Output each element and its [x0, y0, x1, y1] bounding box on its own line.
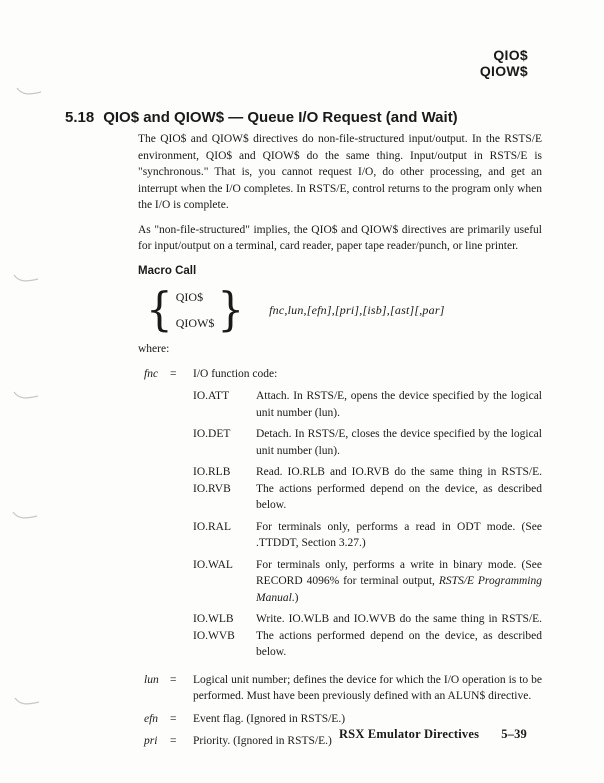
macro-call-label: Macro Call — [138, 264, 197, 277]
description-text: For terminals only, performs a write in binary mode. (See RECORD 4096% for terminal output, — [256, 558, 542, 587]
equals-sign: = — [170, 735, 177, 747]
io-code-description: Detach. In RSTS/E, closes the device specified by the logical unit number (lun). — [256, 428, 542, 457]
io-code-column — [193, 557, 256, 607]
io-code: IO.RLB — [193, 466, 231, 478]
io-code-column — [193, 388, 256, 421]
description-text: .) — [291, 591, 299, 604]
margin-mark — [13, 390, 39, 400]
term-efn-name — [144, 711, 193, 728]
macro-option-qio: QIO$ — [175, 290, 204, 304]
term-fnc-definition — [193, 366, 542, 666]
manual-title-italic: RSTS/E Programming Manual — [256, 575, 542, 604]
term-definition-text: Logical unit number; defines the device for which the I/O operation is to be performed. Must have been previously defined with an ALUN$ directive. — [193, 673, 542, 702]
section-number: 5.18 — [65, 109, 95, 126]
macro-options — [176, 289, 215, 331]
io-code: IO.RAL — [193, 520, 232, 533]
fnc-definition-intro: I/O function code: — [193, 367, 278, 380]
running-head-line2: QIOW$ — [479, 63, 528, 79]
io-code: IO.DET — [193, 428, 231, 440]
io-code-entry-att — [193, 388, 542, 421]
io-code-description: Attach. In RSTS/E, opens the device specified by the logical unit number (lun). — [256, 390, 542, 419]
io-code-column — [193, 611, 256, 661]
paragraph-intro-2: As "non-file-structured" implies, the QIO$ and QIOW$ directives are primarily useful for input/output on a terminal, card reader, paper tape reader/punch, or line printer. — [138, 223, 542, 252]
term-lun-name — [144, 672, 193, 705]
term-pri-name — [144, 733, 193, 750]
io-code-description: Write. IO.WLB and IO.WVB do the same thing in RSTS/E. The actions performed depend on the device, as described below. — [256, 613, 542, 658]
io-code: IO.RVB — [193, 482, 231, 495]
io-code-entry-wlb-wvb — [193, 611, 542, 661]
margin-mark — [13, 273, 39, 283]
term-efn — [144, 711, 542, 728]
io-code: IO.WLB — [193, 613, 234, 625]
term-definition-text: Event flag. (Ignored in RSTS/E.) — [193, 712, 346, 725]
macro-option-qiow: QIOW$ — [175, 315, 215, 330]
io-code-column — [193, 464, 256, 514]
io-code-column — [193, 426, 256, 459]
running-head-line1: QIO$ — [493, 47, 528, 63]
term-name-italic: efn — [144, 712, 159, 725]
io-code-description — [256, 557, 542, 607]
io-code-entry-wal — [193, 557, 542, 607]
io-code-column — [193, 519, 256, 552]
margin-mark — [12, 510, 38, 520]
equals-sign: = — [170, 673, 177, 686]
margin-mark — [14, 696, 40, 706]
footer-chapter-title: RSX Emulator Directives — [338, 727, 480, 741]
where-label: where: — [138, 343, 170, 355]
macro-arguments: fnc,lun,[efn],[pri],[isb],[ast][,par] — [269, 302, 445, 317]
macro-call-syntax — [146, 285, 542, 335]
body-column — [138, 131, 542, 756]
io-code-description: Read. IO.RLB and IO.RVB do the same thing in RSTS/E. The actions performed depend on the device, as described below. — [256, 466, 542, 511]
io-code-entry-ral — [193, 519, 542, 552]
term-definition-text: Priority. (Ignored in RSTS/E.) — [193, 735, 332, 747]
term-name-italic: lun — [144, 673, 159, 686]
io-code: IO.WVB — [193, 629, 235, 642]
io-code-description: For terminals only, performs a read in ODT mode. (See .TTDDT, Section 3.27.) — [256, 520, 542, 549]
page-footer — [339, 727, 527, 742]
right-brace: } — [217, 283, 245, 336]
io-code-entry-rlb-rvb — [193, 464, 542, 514]
left-brace: { — [146, 283, 173, 336]
running-head — [480, 47, 528, 79]
io-code: IO.ATT — [193, 390, 230, 402]
section-title: QIO$ and QIOW$ — Queue I/O Request (and Wait) — [103, 109, 458, 126]
term-lun — [144, 672, 542, 705]
equals-sign: = — [170, 367, 177, 380]
paragraph-intro-1: The QIO$ and QIOW$ directives do non-file-structured input/output. In the RSTS/E environment, QIO$ and QIOW$ do the same thing. Input/output in RSTS/E is "synchronous." That is, you cannot request I/O, do other processing, and get an interrupt when the I/O completes. In RSTS/E, control returns to the program only when the I/O is complete. — [138, 133, 542, 211]
io-codes-list — [193, 388, 542, 661]
section-heading — [65, 108, 458, 127]
term-lun-definition — [193, 672, 542, 705]
io-code: IO.WAL — [193, 558, 233, 571]
equals-sign: = — [170, 712, 177, 725]
terms-list — [144, 366, 542, 750]
page-number: 5–39 — [501, 727, 527, 741]
term-name-italic: fnc — [144, 367, 159, 380]
term-name-italic: pri — [144, 735, 158, 747]
margin-mark — [16, 86, 42, 96]
term-fnc-name — [144, 366, 193, 666]
term-efn-definition — [193, 711, 542, 728]
io-code-entry-det — [193, 426, 542, 459]
term-fnc — [144, 366, 542, 666]
